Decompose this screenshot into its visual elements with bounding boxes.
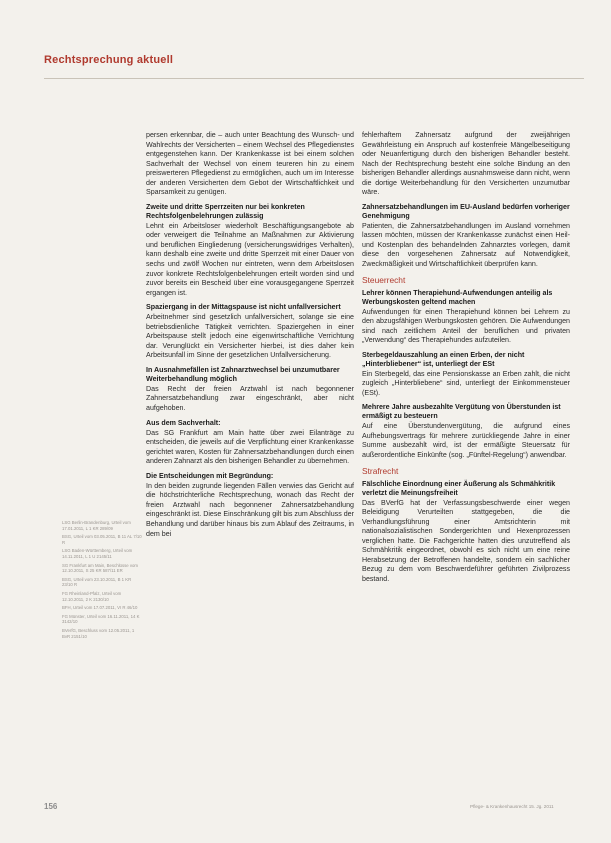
category-heading: Strafrecht bbox=[362, 465, 399, 476]
sidenote: LSG Baden-Württemberg, Urteil vom 14.11.2011, L 1 U 2145/11 bbox=[62, 548, 133, 559]
article-heading: Die Entscheidungen mit Begründung: bbox=[146, 471, 274, 480]
sidenote: SG Frankfurt am Main, Beschlüsse vom 12.10.2011, S 25 KR 587/11 ER bbox=[62, 562, 138, 574]
article-paragraph: Das BVerfG hat der Verfassungsbeschwerde einer wegen Beleidigung Verurteilten stattgegeben, die die Verhandlungsführung einer Amtsrichterin mit nationalsozialistischen Sondergerichten und Hexenprozessen verglichen hatte. Die Fachgerichte hatten dies unzutreffend als Schmähkritik eingeordnet, obwohl es sich nicht um eine reine Herabsetzung der Betroffenen handelte, sondern ein sachlicher Bezug zu dem vom Beschwerdeführer geführten Zivilprozess bestand. bbox=[362, 498, 570, 583]
section-title: Rechtsprechung aktuell bbox=[44, 54, 174, 66]
article-heading: Mehrere Jahre ausbezahlte Vergütung von Überstunden ist ermäßigt zu besteuern bbox=[362, 403, 561, 421]
sidenotes bbox=[62, 520, 142, 642]
category-heading: Steuerrecht bbox=[362, 274, 406, 285]
sidenote: FG Münster, Urteil vom 16.11.2011, 14 K 3142/10 bbox=[62, 613, 140, 625]
sidenote: BFH, Urteil vom 17.07.2011, VI R 46/10 bbox=[62, 605, 138, 611]
page-number: 156 bbox=[44, 802, 58, 811]
sidenote: FG Rheinland-Pfalz, Urteil vom 12.10.2011, 2 K 2130/10 bbox=[62, 590, 122, 602]
article-paragraph: Das Recht der freien Arztwahl ist nach begonnener Zahnersatzbehandlung zwar eingeschränkt, aber nicht aufgehoben. bbox=[146, 384, 354, 413]
article-heading: Aus dem Sachverhalt: bbox=[146, 418, 221, 427]
article-paragraph: Das SG Frankfurt am Main hatte über zwei Eilanträge zu entscheiden, die jeweils auf die Verpflichtung einer Krankenkasse gerichtet waren, Kosten für Zahnersatzbehandlungen durch einen anderen Zahnarzt als den bisherigen Behandler zu übernehmen. bbox=[146, 428, 354, 466]
article-heading: In Ausnahmefällen ist Zahnarztwechsel bei unzumutbarer Weiterbehandlung möglich bbox=[146, 365, 340, 383]
article-paragraph: fehlerhaftem Zahnersatz aufgrund der zweijährigen Gewährleistung ein Anspruch auf kostenfreie Mängelbeseitigung oder Neuanfertigung durch den bisherigen Behandler besteht. Nach der Rechtsprechung besteht eine solche Bindung an den bisherigen Behandler allerdings ausnahmsweise dann nicht, wenn die dortige Weiterbehandlung für den Versicherten unzumutbar wäre. bbox=[362, 131, 570, 197]
article-heading: Lehrer können Therapiehund-Aufwendungen anteilig als Werbungskosten geltend machen bbox=[362, 288, 553, 306]
article-heading: Zahnersatzbehandlungen im EU-Ausland bedürfen vorheriger Genehmigung bbox=[362, 202, 570, 220]
article-heading: Sterbegeldauszahlung an einen Erben, der nicht „Hinterbliebener“ ist, unterliegt der ESt bbox=[362, 350, 525, 368]
sidenote: BVerfG, Beschluss vom 12.05.2011, 1 BvR 2151/10 bbox=[62, 627, 135, 639]
article-paragraph: In den beiden zugrunde liegenden Fällen verwies das Gericht auf die höchstrichterliche Rechtsprechung, wonach das Recht der freien Arztwahl nach begonnener Zahnersatzbehandlung eingeschränkt ist. Diese Einschränkung gilt bis zum Abschluss der Behandlung und darüber hinaus bis zum Ablauf des Zeitraums, in dem bei bbox=[146, 481, 354, 538]
article-heading: Fälschliche Einordnung einer Äußerung als Schmähkritik verletzt die Meinungsfreiheit bbox=[362, 479, 556, 497]
article-paragraph: Arbeitnehmer sind gesetzlich unfallversichert, solange sie eine betriebsdienliche Tätigkeit verrichten. Spaziergehen in einer Arbeitspause stellt jedoch eine eigenwirtschaftliche Verrichtung dar. Verunglückt ein Versicherter hierbei, ist dies daher kein Arbeitsunfall im Sinne der gesetzlichen Unfallversicherung. bbox=[146, 313, 354, 360]
middle-column bbox=[146, 131, 354, 544]
article-paragraph: Auf eine Überstundenvergütung, die aufgrund eines Aufhebungsvertrags für mehrere zurückliegende Jahre in einer Summe ausbezahlt wird, ist der ermäßigte Steuersatz für außerordentliche Einkünfte (sog. „Fünftel-Regelung“) anwendbar. bbox=[362, 422, 570, 460]
article-paragraph: Aufwendungen für einen Therapiehund können bei Lehrern zu den abzugsfähigen Werbungskosten gehören. Die Aufwendungen sind nach zeitlichem Anteil der beruflichen und privaten „Verwendung“ des Therapiehundes aufzuteilen. bbox=[362, 307, 570, 345]
article-paragraph: persen erkennbar, die – auch unter Beachtung des Wunsch- und Wahlrechts der Versicherten – einem Wechsel des Pflegedienstes entgegenstehen kann. Der Krankenkasse ist bei einem solchen Sachverhalt der Wechsel von einem teureren hin zu einem preiswerteren Pflegedienst zu ermöglichen, auch um im Interesse der anderen Versicherten dem Gebot der Wirtschaftlichkeit und Sparsamkeit zu genügen. bbox=[146, 131, 354, 197]
article-paragraph: Patienten, die Zahnersatzbehandlungen im Ausland vornehmen lassen möchten, müssen der Krankenkasse zunächst einen Heil- und Kostenplan des behandelnden Zahnarztes vorlegen, damit diese den vorgesehenen Zahnersatz auf Notwendigkeit, Zweckmäßigkeit und Wirtschaftlichkeit überprüfen kann. bbox=[362, 221, 570, 269]
journal-footer: Pflege- & Krankenhausrecht 15. Jg. 2011 bbox=[470, 804, 554, 809]
header-rule bbox=[44, 78, 584, 79]
right-column bbox=[362, 131, 570, 590]
article-paragraph: Lehnt ein Arbeitsloser wiederholt Beschäftigungsangebote ab oder verweigert die Teilnahme an Maßnahmen zur Aktivierung und beruflichen Eingliederung (versicherungswidriges Verhalten), kann deshalb eine zweite und dritte Sperrzeit mit einer Dauer von sechs und zwölf Wochen nur eintreten, wenn dem Arbeitslosen zuvor konkrete Rechtsfolgenbelehrungen erteilt worden sind und zuvor bereits ein Bescheid über eine vorausgegangene Sperrzeit ergangen ist. bbox=[146, 221, 354, 297]
sidenote: BSG, Urteil vom 03.05.2011, B 11 AL 7/10 R bbox=[62, 534, 142, 545]
article-heading: Spaziergang in der Mittagspause ist nicht unfallversichert bbox=[146, 303, 341, 312]
article-heading: Zweite und dritte Sperrzeiten nur bei konkreten Rechtsfolgenbelehrungen zulässig bbox=[146, 202, 305, 220]
sidenote: BSG, Urteil vom 23.10.2011, B 1 KR 23/10 R bbox=[62, 576, 132, 588]
article-paragraph: Ein Sterbegeld, das eine Pensionskasse an Erben zahlt, die nicht zugleich „Hinterbliebene“ sind, unterliegt der Einkommensteuer (ESt). bbox=[362, 369, 570, 397]
sidenote: LSG Berlin-Brandenburg, Urteil vom 17.01.2011, L 1 KR 289/09 bbox=[62, 520, 131, 531]
